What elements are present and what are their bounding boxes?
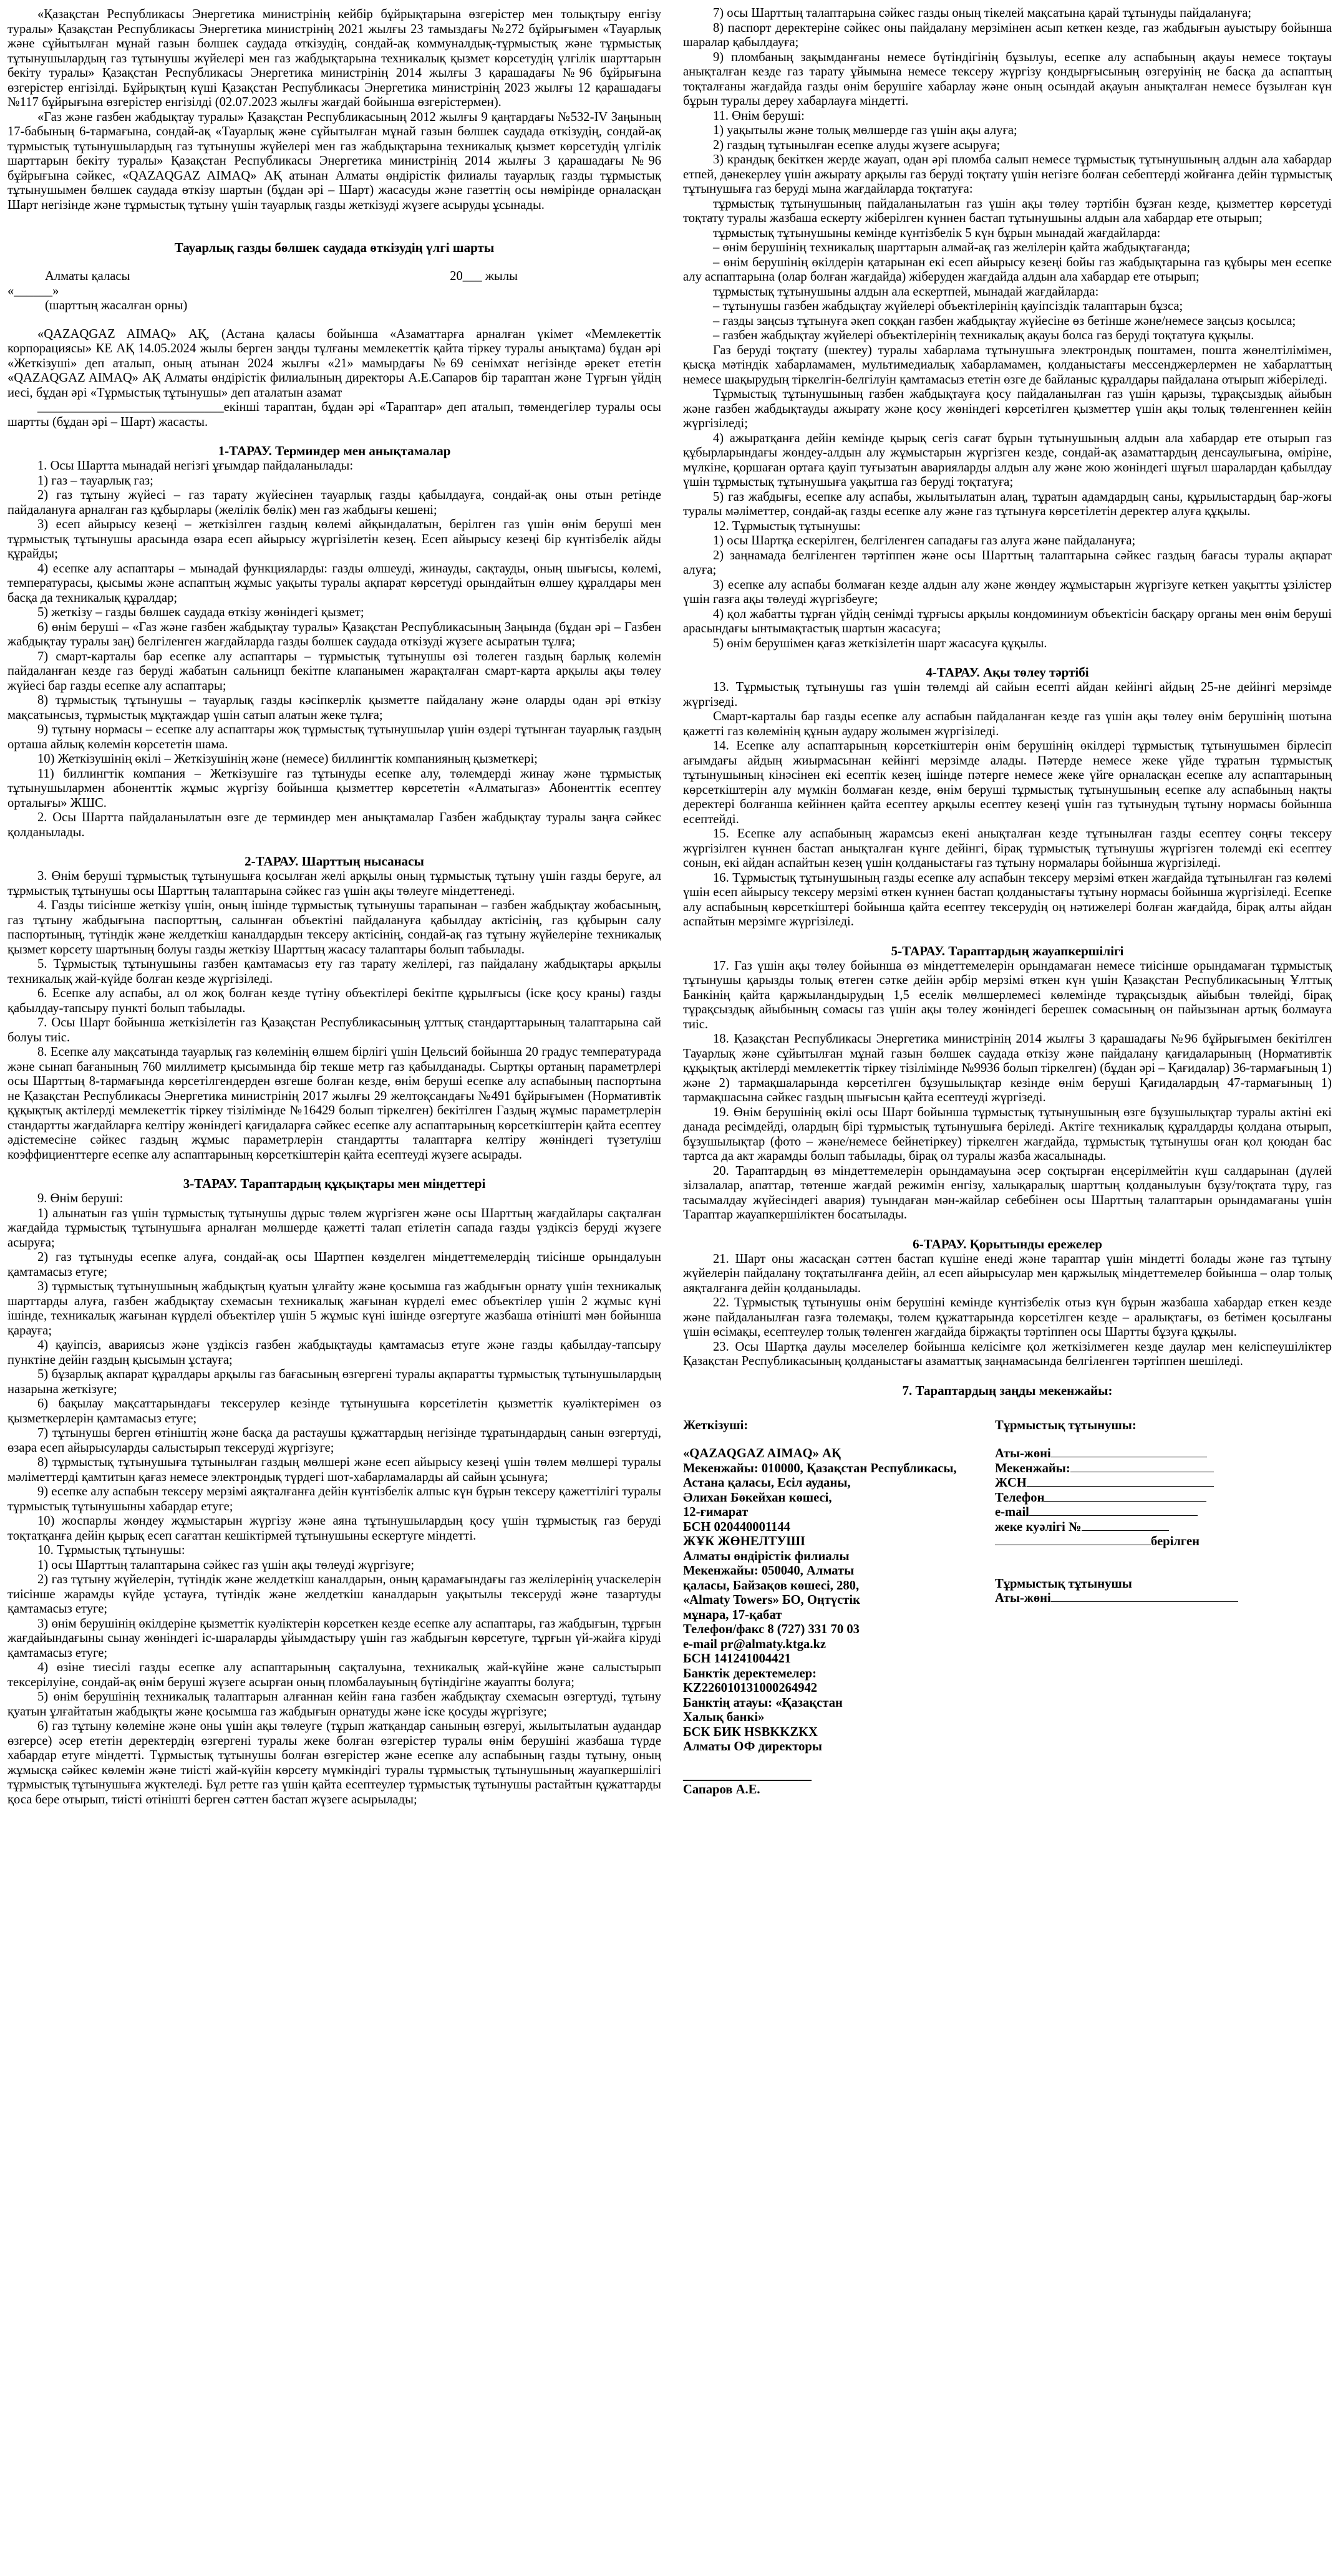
consumer-field-line[interactable] <box>1029 1515 1198 1516</box>
paragraph: 9. Өнім беруші: <box>37 1192 124 1205</box>
consumer-field <box>995 1462 1319 1477</box>
paragraph: – өнім берушінің өкілдерін қатарынан екі есеп айырысу кезеңі бойы газ жабдықтарына газ құбыры мен есепке алу аспаптарына (олар болған жағдайда) жіберуден жағдайда алдын ала хабардар ете отырып; <box>683 255 1332 284</box>
consumer-sign-name: Аты-жөні <box>995 1591 1051 1605</box>
consumer-issued-label: берілген <box>1151 1535 1200 1548</box>
paragraph: 2) заңнамада белгіленген тәртіппен және осы Шарттың талаптарына сәйкес газдың бағасы туралы ақпарат алуға; <box>683 548 1332 577</box>
supplier-line: Телефон/факс 8 (727) 331 70 03 <box>683 1623 860 1636</box>
paragraph: 13. Тұрмыстық тұтынушы газ үшін төлемді ай сайын есепті айдан кейінгі айдың 25-не дейінгі мерзімде жүргізеді. <box>683 680 1332 709</box>
supplier-line: БСН 141241004421 <box>683 1652 792 1666</box>
section-2-body <box>7 869 661 1162</box>
paragraph: тұрмыстық тұтынушының пайдаланылатын газ үшін ақы төлеу тәртібін бұзған кезде, қызметтер көрсетуді тоқтату туралы жазбаша ескерту жіберілген күннен бастап тұтынушыны алдын ала хабардар ете отырып; <box>683 196 1332 225</box>
paragraph: 7) осы Шарттың талаптарына сәйкес газды оның тікелей мақсатына қарай тұтынуды пайдалануға; <box>713 6 1252 20</box>
paragraph: 16. Тұрмыстық тұтынушының газды есепке алу аспабын тексеру мерзімі өткен жағдайда тұтынылған газ көлемі үшін есеп айырысу тексеру мерзімі өткен күннен бастап қолданыстағы тұтыну нормасы бойынша жүргізіледі. Есепке алу аспабының көрсеткіштері бойынша қайта есептеу тексерудің оң нәтижелері болған жағдайда, бірақ алты айдан аспайтын мерзімге жүргізіледі. <box>683 871 1332 929</box>
supplier-details <box>683 1405 1007 1798</box>
consumer-field <box>995 1476 1319 1491</box>
supplier-label: Жеткізуші: <box>683 1418 749 1432</box>
consumer-field-label: ЖСН <box>995 1476 1027 1490</box>
paragraph: 1) газ – тауарлық газ; <box>37 473 153 488</box>
consumer-field <box>995 1505 1319 1520</box>
paragraph: 18. Қазақстан Республикасы Энергетика министрінің 2014 жылғы 3 қарашадағы №96 бұйрығымен бекітілген Тауарлық және сұйытылған мұнай газын бөлшек саудада өткізу және пайдалану қағидаларының (Нормативтік құқықтық актілерді мемлекеттік тіркеу тізілімінде №9936 болып тіркелген) (бұдан әрі – Қағидалар) 36-тармағының 1) және 2) тармақшаларында көрсетілген бұзушылықтар кезінде өнім беруші Қағидалардың 47-тармағының 1) тармақшасына сәйкес газдың шығысын қайта есептеуді жүргізеді. <box>683 1032 1332 1104</box>
section-3-continued <box>683 6 1332 651</box>
supplier-line: Банктің атауы: «Қазақстан <box>683 1696 843 1710</box>
paragraph: 1) осы Шарттың талаптарына сәйкес газ үшін ақы төлеуді жүргізуге; <box>37 1558 415 1572</box>
consumer-field-label: жеке куәлігі № <box>995 1520 1082 1534</box>
paragraph: 2) газ тұтыну жүйесі – газ тарату жүйесінен тауарлық газды қабылдауға, сондай-ақ оны отын ретінде пайдалануға арналған газ құбырлары (желілік бөлік) мен газ жабдығы кешені; <box>7 488 661 517</box>
paragraph: 12. Тұрмыстық тұтынушы: <box>713 519 861 533</box>
paragraph: – газбен жабдықтау жүйелері объектілерінің техникалық ақауы болса газ беруді тоқтатуға құқылы. <box>713 329 1254 342</box>
paragraph: 4) қауіпсіз, авариясыз және үздіксіз газбен жабдықтауды қамтамасыз етуге және газды қабылдау-тапсыру пунктіне дейін газдың қысымын ұстауға; <box>7 1338 661 1367</box>
preamble-2: _____________________________екінші тараптан, бұдан әрі «Тараптар» деп аталып, төмендегілер туралы осы шартты (бұдан әрі – Шарт) жасасты. <box>7 400 661 429</box>
consumer-field-label: Аты-жөні <box>995 1447 1051 1460</box>
supplier-line: «Almaty Towers» БО, Оңтүстік <box>683 1593 860 1607</box>
paragraph: 19. Өнім берушінің өкілі осы Шарт бойынша тұрмыстық тұтынушының өзге бұзушылықтар туралы актіні екі данада ресімдейді, олардың бірі тұрмыстық тұтынушыға беріледі. Актіге техникалық құралдарды қолдана отырып, бұзушылықтар (фото – және/немесе бейнетіркеу) тіркелген жағдайда, тұрмыстық тұтынушы оған қол қоюдан бас тартса да акт жарамды болып табылады, бірақ ол туралы жазба жасалынады. <box>683 1105 1332 1163</box>
consumer-issued-row <box>995 1535 1319 1550</box>
paragraph: 1) алынатын газ үшін тұрмыстық тұтынушы дұрыс төлем жүргізген және осы Шарттың жағдайлары сақталған жағдайда тұрмыстық тұтынушыға арналған мөлшерде қажетті талап етілетін сапада газды үздіксіз беруді жүзеге асыруға; <box>7 1206 661 1250</box>
consumer-field-line[interactable] <box>1027 1486 1214 1487</box>
paragraph: 4) ажыратқанға дейін кемінде қырық сегіз сағат бұрын тұтынушының алдын ала хабардар ете отырып газ құбырларындағы жөндеу-алдын алу жұмыстарын жүргізген кезде, сондай-ақ азаматтардың денсаулығына, өміріне, мүлкіне, қоршаған ортаға қауіп туғызатын аварияларды алдын алу және жою жөніндегі шұғыл шаралардан қабылдау үшін тұрмыстық тұтынушыға уақытша газ беруді тоқтатуға; <box>683 431 1332 489</box>
section-6-title: 6-ТАРАУ. Қорытынды ережелер <box>913 1236 1102 1252</box>
paragraph: 10) Жеткізушінің өкілі – Жеткізушінің және (немесе) биллингтік компанияның қызметкері; <box>37 752 538 766</box>
paragraph: 9) пломбаның зақымданғаны немесе бүтіндігінің бұзылуы, есепке алу аспабының ақауы немесе тоқтауы анықталған кезде газ тарату ұйымына немесе тексеру жүргізу қондырғысының өзгеруінің не басқа да аспаптың тоқталғаны жағдайда газды өнім берушіге хабарлау және оның осындай ақауын анықталған немесе бүзылған күн бұрын туралы дереу хабарлауға міндетті. <box>683 50 1332 108</box>
paragraph: 14. Есепке алу аспаптарының көрсеткіштерін өнім берушінің өкілдері тұрмыстық тұтынушымен бірлесіп ағымдағы айдың жиырмасынан кейінгі мерзімде алады. Пәтерде немесе жеке үйде тұратын тұрмыстық тұтынушының кінәсінен екі есептік кезең ішінде пәтерге немесе жеке үйге орналасқан есепке алу аспаптарының көрсеткіштерін алу мүмкін болмаған кезде, өнім беруші тұрмыстық тұтынушының есепке алу аспабының нақты деректері болғанша кейіннен қайта есептеу арқылы есептеу кезеңі үшін газ тұтынудың тұтыну нормасы бойынша есептейді. <box>683 739 1332 826</box>
paragraph: 2) газдың тұтынылған есепке алуды жүзеге асыруға; <box>713 138 1001 152</box>
paragraph: 9) тұтыну нормасы – есепке алу аспаптары жоқ тұрмыстық тұтынушылар үшін өздері тұтынған тауарлық газдың орташа айлық көлемін көрсететін шама. <box>7 723 661 751</box>
signature-block <box>683 1405 1332 2028</box>
paragraph: – өнім берушінің техникалық шарттарын алмай-ақ газ желілерін қайта жабдықтағанда; <box>713 241 1191 254</box>
paragraph: 3) өнім берушінің өкілдеріне қызметтік куәліктерін көрсеткен кезде есепке алу аспаптары, газ жабдығын, тұрғын жағдайындағыны сынау жөніндегі іс-шараларды ұйымдастыру үшін газ жабдығын көрсетуге, тұрғын үй-жайға кіруді қамтамасыз етуге; <box>7 1616 661 1660</box>
consumer-field-line[interactable] <box>1044 1501 1206 1502</box>
supplier-line: e-mail pr@almaty.ktga.kz <box>683 1637 827 1651</box>
supplier-line: мұнара, 17-қабат <box>683 1608 782 1622</box>
paragraph: 3) есепке алу аспабы болмаған кезде алдын алу және жөндеу жұмыстарын жүргізуге кеткен уақытты ұзілістер үшін газға ақы төлеуді жүргізбеуге; <box>683 577 1332 606</box>
paragraph: 5) газ жабдығы, есепке алу аспабы, жылытылатын алаң, тұратын адамдардың саны, құрылыстардың бар-жоғы туралы мәліметтер, сондай-ақ газды есепке алу және газ тұтынуға көрсетілетін деректер алуға құқылы. <box>683 490 1332 518</box>
paragraph: 8) тұрмыстық тұтынушыға тұтынылған газдың мөлшері және есеп айырысу кезеңі үшін төлем мөлшері туралы мәліметтерді қамтитын қағаз немесе электрондық түрдегі шот-хабарламаларды ай сайын ұсынуға; <box>7 1455 661 1484</box>
paragraph: 7) смарт-карталы бар есепке алу аспаптары – тұрмыстық тұтынушы өзі төлеген газдың барлық көлемін пайдаланған кезде газ беруді жабатын сальницп бекітпе клапанымен жарақталған смарт-карта арқылы ақы төлеу жүйесі бар газды есепке алу аспаптары; <box>7 649 661 693</box>
paragraph: 4) өзіне тиесілі газды есепке алу аспаптарының сақталуына, техникалық жай-күйіне және салыстырып тексерілуіне, сондай-ақ өнім беруші жүзеге асырған оның пломбалауының бүтіндігіне жауапты болуға; <box>7 1661 661 1689</box>
year-label: 20___ жылы <box>450 269 518 283</box>
consumer-field <box>995 1491 1319 1506</box>
paragraph: 4) есепке алу аспаптары – мынадай функцияларды: газды өлшеуді, жинауды, сақтауды, оның шығысы, көлемі, температурасы, қысымы және аспаптың жұмыс уақыты туралы ақпарат көрсетуді орындайтын өлшеу құралдары мен басқа да техникалық құралдар; <box>7 561 661 605</box>
paragraph: 2. Осы Шартта пайдаланылатын өзге де терминдер мен анықтамалар Газбен жабдықтау туралы заңға сәйкес қолданылады. <box>7 811 661 839</box>
consumer-field-label: Телефон <box>995 1490 1045 1505</box>
date-hint: (шарттың жасалған орны) <box>45 299 188 312</box>
paragraph: 3) крандық бекіткен жерде жауап, одан әрі пломба салып немесе тұрмыстық тұтынушының алдын ала хабардар етпей, дәнекерлеу үшін ажырату арқылы газ беруді тоқтату үшін негізге болған себептерді жойғанға дейін тұрмыстық тұтынушыға газ беруді мына жағдайларда тоқтатуға: <box>683 153 1332 196</box>
intro-paragraph-1: «Қазақстан Республикасы Энергетика министрінің кейбір бұйрықтарына өзгерістер мен толықтыру енгізу туралы» Қазақстан Республикасы Энергетика министрінің 2021 жылғы 23 тамыздағы №272 бұйрығымен «Тауарлық және сұйытылған мұнай газын бөлшек саудада өткізудің, сондай-ақ коммуналдық-тұрмыстық және тұрмыстық тұтынушылардың газ тұтынушы жүйелері мен газ жабдықтарына техникалық қызмет көрсетудің үлгілік шарттарын бекіту туралы» Қазақстан Республикасы Энергетика министрінің 2014 жылғы 3 қарашадағы №96 бұйрығына өзгерістер енгізілді. Бұйрықтың күші Қазақстан Республикасы Энергетика министрінің 2023 жылғы 12 қарашадағы №117 бұйрығына өзгерістер енгізілді (02.07.2023 жылғы жағдай бойынша өзгерістермен). <box>7 7 661 109</box>
paragraph: 11. Өнім беруші: <box>713 109 805 123</box>
supplier-signature-name: Сапаров А.Е. <box>683 1783 760 1797</box>
consumer-label: Тұрмыстық тұтынушы: <box>995 1418 1137 1432</box>
supplier-line: Банктік деректемелер: <box>683 1666 817 1681</box>
city-year-row <box>7 269 661 284</box>
paragraph: 9) есепке алу аспабын тексеру мерзімі аяқталғанға дейін күнтізбелік алпыс күн бұрын тексеру қажеттілігі туралы тұрмыстық тұтынушыны хабардар етуге; <box>7 1485 661 1513</box>
supplier-line: ЖҰК ЖӨНЕЛТУШІ <box>683 1535 806 1548</box>
supplier-signature-line: ____________________ <box>683 1768 812 1782</box>
paragraph: 5) бұзарлық акпарат құралдары арқылы газ бағасының өзгергені туралы ақпаратты тұрмыстық тұтынушылардың назарына жеткізуге; <box>7 1368 661 1396</box>
paragraph: 17. Газ үшін ақы төлеу бойынша өз міндеттемелерін орындамаған немесе тиісінше орындамаған тұрмыстық тұтынушы қарызды толық өтеген сәтке дейін әрбір мерзімі өткен күн үшін Қазақстан Республикасының Ұлттық Банкінің қайта қаржыландырудың 1,5 еселік мөлшерлемесі көлемінде тұрақсыздық айыбын төлейді, бірақ тұрақсыздық айыбының сомасы газ үшін ақы төлеу жөніндегі берешек сомасының он пайызынан артық болмауға тиіс. <box>683 958 1332 1031</box>
section-5-body <box>683 959 1332 1223</box>
paragraph: – газды заңсыз тұтынуға әкеп соққан газбен жабдықтау жүйесіне өз бетінше және/немесе заңсыз қосылса; <box>713 314 1296 328</box>
paragraph: 21. Шарт оны жасасқан сәттен бастап күшіне енеді және тараптар үшін міндетті болады және газ тұтыну жүйелерін пайдалану тоқтатылғанға дейін, ал есеп айырысулар мен қаржылық міндеттемелер бойынша – олар толық аяқталғанға дейін қолданылады. <box>683 1252 1332 1295</box>
supplier-line: Алматы ОФ директоры <box>683 1740 822 1754</box>
paragraph: 1) осы Шартқа ескерілген, белгіленген сападағы газ алуға және пайдалануға; <box>713 534 1136 548</box>
section-2-title: 2-ТАРАУ. Шарттың нысанасы <box>245 854 424 869</box>
supplier-line: қаласы, Байзақов көшесі, 280, <box>683 1578 860 1593</box>
supplier-line: Халық банкі» <box>683 1710 765 1724</box>
supplier-lines <box>683 1447 1007 1755</box>
paragraph: 2) газ тұтыну жүйелерін, түтіндік және желдеткіш каналдарын, оның қарамағындағы газ желілерінің учаскелерін тиісінше жарамды күйде ұстауға, түтіндік және желдеткіш каналдарын уақытылы тексеруді және тазартуды қамтамасыз етуге; <box>7 1573 661 1616</box>
paragraph: Смарт-карталы бар газды есепке алу аспабын пайдаланған кезде газ үшін ақы төлеу өнім берушінің шотына қажетті газ көлемінің құнын аудару жолымен жүргізіледі. <box>683 710 1332 738</box>
paragraph: Газ беруді тоқтату (шектеу) туралы хабарлама тұтынушыға электрондық поштамен, пошта жөнелтілімімен, қысқа мәтіндік хабарламамен, мультимедиалық хабарламамен, қолданыстағы мессенджерлермен не хабарлаттың немесе шақырудың тіркелгін-белгілуін қамтамасыз ететін өзге де байланыс құралдары пайдалана отырып жіберіледі. <box>683 343 1332 387</box>
paragraph: Тұрмыстық тұтынушының газбен жабдықтауға қосу пайдаланылған газ үшін қарызы, тұрақсыздық айыбын және газбен жабдықтауды ажырату және қосу жөніндегі көрсетілген қызметтер үшін ақы толық төленгеннен кейін жүргізіледі; <box>683 387 1332 430</box>
consumer-field-label: e-mail <box>995 1505 1029 1519</box>
consumer-sign-label: Тұрмыстық тұтынушы <box>995 1576 1132 1591</box>
consumer-sign-name-row <box>995 1591 1319 1606</box>
paragraph: 1. Осы Шартта мынадай негізгі ұғымдар пайдаланылады: <box>37 459 354 473</box>
paragraph: – тұтынушы газбен жабдықтау жүйелері объектілерінің қауіпсіздік талаптарын бұзса; <box>713 299 1183 313</box>
paragraph: 22. Тұрмыстық тұтынушы өнім берушіні кемінде күнтізбелік отыз күн бұрын жазбаша хабардар еткен кезде және пайдаланылған газға төлемақы, төлем құжаттарында көрсетілген кезде – аралықтағы, өз бетімен қосылғаны үшін өсімақы, есептеулер толық төленген жағдайда біржақты тәртіппен осы Шартты бұзуға құқылы. <box>683 1296 1332 1339</box>
paragraph: 7. Осы Шарт бойынша жеткізілетін газ Қазақстан Республикасының ұлттық стандарттарының талаптарына сай болуы тиіс. <box>7 1016 661 1044</box>
paragraph: 20. Тараптардың өз міндеттемелерін орындамауына әсер соқтырған еңсерілмейтін күш салдарынан (дүлей зілзалалар, апаттар, төтенше жағдай режимін енгізу, халықаралық шарттың қолданылуын бұзу/тоқтата тұру, газ тасымалдау жүйесіндегі авария) туындаған мән-жайлар себебінен осы Шарттың талаптарын орындамағаны үшін Тараптар жауапкершіліктен босатылады. <box>683 1164 1332 1222</box>
section-1-title: 1-ТАРАУ. Терминдер мен анықтамалар <box>218 443 451 458</box>
paragraph: 10) жоспарлы жөндеу жұмыстарын жүргізу және аяна тұтынушылардың қосу үшін тұрмыстық газ беруді тоқтатқанға дейін қырық есеп сағаттан кешіктірмей тұтынушыны ескертуге міндетті. <box>7 1514 661 1543</box>
supplier-line: Алматы өндірістік филиалы <box>683 1549 850 1563</box>
section-3-title: 3-ТАРАУ. Тараптардың құқықтары мен міндеттері <box>183 1176 486 1191</box>
paragraph: 8) паспорт деректеріне сәйкес оны пайдалану мерзімінен асып кеткен кезде, газ жабдығын ауыстыру бойынша шаралар қабылдауға; <box>683 21 1332 49</box>
section-3-body <box>7 1192 661 1807</box>
paragraph: 1) уақытылы және толық мөлшерде газ үшін ақы алуға; <box>713 123 1017 137</box>
paragraph: 5) жеткізу – газды бөлшек саудада өткізу жөніндегі қызмет; <box>37 605 364 619</box>
section-7-title: 7. Тараптардың заңды мекенжайы: <box>902 1382 1113 1398</box>
paragraph: тұрмыстық тұтынушыны алдын ала ескертпей, мынадай жағдайларда: <box>713 284 1099 299</box>
paragraph: 4) қол жабатты тұрған үйдің сенімді тұрғысы арқылы кондоминиум объектісін басқару органы мен өнім беруші арасындағы ынтымақтастық шартын жасасуға; <box>683 607 1332 635</box>
supplier-line: «QAZAQGAZ AIMAQ» АҚ <box>683 1447 841 1460</box>
section-4-title: 4-ТАРАУ. Ақы төлеу тәртібі <box>926 665 1089 680</box>
paragraph: 8) тұрмыстық тұтынушы – тауарлық газды кәсіпкерлік қызметте пайдалану және оларды одан әрі өткізу мақсатынсыз, тұрмыстық мұқтаждар үшін сатып алатын жеке тұлға; <box>7 693 661 722</box>
preamble: «QAZAQGAZ AIMAQ» АҚ, (Астана қаласы бойынша «Азаматтарға арналған үкімет «Мемлекеттік корпорациясы» КЕ АҚ 14.05.2024 жылы берген заңды тұлғаны мемлекеттік қайта тіркеу туралы анықтама) бұдан әрі «Жеткізуші» деп аталып, оның атынан 2024 жылғы «21» мамырдағы №69 сенімхат негізінде әрекет ететін «QAZAQGAZ AIMAQ» АҚ Алматы өндірістік филиалының директоры А.Е.Сапаров бір тараптан және Түрғын үйдің иесі, бұдан әрі «Тұрмыстық тұтынушы» деп аталатын азамат <box>7 327 661 400</box>
intro-paragraph-2: «Газ және газбен жабдықтау туралы» Қазақстан Республикасының 2012 жылғы 9 қаңтардағы №532-IV Заңының 17-бабының 6-тармағына, сондай-ақ «Тауарлық және сұйытылған мұнай газын бөлшек саудада өткізудің, сондай-ақ тұрмыстық тұтынушылардың газ тұтынушы жүйелері мен газ жабдықтарына техникалық қызмет көрсетудің үлгілік шарттарын бекіту туралы» Қазақстан Республикасы Энергетика министрінің 2014 жылғы 3 қарашадағы №96 бұйрығына сәйкес, «QAZAQGAZ AIMAQ» АҚ атынан Алматы өндірістік филиалы тауарлық газды тұрмыстық тұтынушымен бөлшек саудада өткізу шартын (бұдан әрі – Шарт) жасасуды және газеттің осы нөмірінде орналасқан Шарт негізінде және тұрмыстық тұтыну үшін тауарлық газды жеткізуді жүзеге асыруды ұсынады. <box>7 110 661 212</box>
supplier-line: Мекенжайы: 010000, Қазақстан Республикасы, <box>683 1461 957 1475</box>
left-column <box>0 0 667 1807</box>
paragraph: 5. Тұрмыстық тұтынушыны газбен қамтамасыз ету газ тарату желілері, газ пайдалану жабдықтары арқылы техникалық жай-күйде болған кезде жүргізіледі. <box>7 957 661 986</box>
section-1-body <box>7 459 661 840</box>
supplier-line: Астана қаласы, Есіл ауданы, <box>683 1476 851 1490</box>
paragraph: 5) өнім берушімен қағаз жеткізілетін шарт жасасуға құқылы. <box>713 636 1047 650</box>
supplier-line: Мекенжайы: 050040, Алматы <box>683 1564 855 1578</box>
paragraph: 3) тұрмыстық тұтынушының жабдықтың қуатын ұлғайту және қосымша газ жабдығын орнату үшін техникалық шарттарды алуға, газбен жабдықтау схемасын техникалық жағынан күрделі емес объектілер үшін 2 жұмыс күні ішінде, техникалық жағынан күрделі объектілер үшін 5 жұмыс күні ішінде өзгертуге жазбаша өтінішті мән бойынша қарауға; <box>7 1280 661 1338</box>
paragraph: 5) өнім берушінің техникалық талаптарын алғаннан кейін ғана газбен жабдықтау схемасын өзгертуді, тұтыну қуатын ұлғайтатын жабдықты және қосымша газ жабдығын орнатуды және іске қосуды жүргізуге; <box>7 1690 661 1719</box>
consumer-field-line[interactable] <box>1082 1530 1169 1531</box>
section-5-title: 5-ТАРАУ. Тараптардың жауапкершілігі <box>891 943 1124 958</box>
supplier-line: Әлихан Бөкейхан көшесі, <box>683 1490 832 1505</box>
consumer-fields <box>995 1447 1319 1550</box>
paragraph: 3) есеп айырысу кезеңі – жеткізілген газдың көлемі айқындалатын, берілген газ үшін өнім беруші мен тұрмыстық тұтынушы арасында өзара есеп айырысу жүргізілетін кезең. Есеп айырысу кезеңі бір күнтізбелік айды құрайды; <box>7 518 661 561</box>
contract-title: Тауарлық газды бөлшек саудада өткізудің үлгі шарты <box>174 240 495 255</box>
paragraph: 6. Есепке алу аспабы, ал ол жоқ болған кезде түтіну объектілері бекітпе құрылғысы (іске қосу краны) газды қабылдау-тапсыру пункті болып табылады. <box>7 987 661 1015</box>
paragraph: 8. Есепке алу мақсатында тауарлық газ көлемінің өлшем бірлігі үшін Цельсий бойынша 20 градус температурада және сынап бағанының 760 миллиметр қысымында бір текше метр газ қабылданады. Сыртқы ортаның параметрлері осы Шарттың 8-тармағында көрсетілгендерден өзгеше болған кезде, өнім беруші есепке алу аспабының паспортына не Қазақстан Республикасы Энергетика министрінің 2017 жылғы 29 желтоқсандағы №491 бұйрығымен (Нормативтік құқықтық актілерді мемлекеттік тіркеу тізілімінде №16429 болып тіркелген) бекітілген Газдың жұмыс параметрлерін стандартты жағдайларға келтіру жөніндегі қағидаларға сәйкес есепке алу аспаптарының көрсеткіштерін қайта есептеу әдістемесіне сәйкес газдың жұмыс параметрлерін стандартты талаптарға келтіру жөніндегі түзетуліш коэффициенттерге есепке алу аспаптарының көрсеткіштерін қайта есептеуді жүзеге асырады. <box>7 1045 661 1162</box>
section-4-body <box>683 680 1332 930</box>
paragraph: 11) биллингтік компания – Жеткізушіге газ тұтынуды есепке алу, төлемдерді жинау және тұрмыстық тұтынушылармен абоненттік жұмыс жүргізу бойынша қызметтер көрсететін «Алматыгаз» Абоненттік есептеу орталығы» ЖШС. <box>7 766 661 810</box>
consumer-field-label: Мекенжайы: <box>995 1461 1070 1475</box>
supplier-line: KZ226010131000264942 <box>683 1681 818 1695</box>
supplier-line: БСН 020440001144 <box>683 1520 790 1534</box>
paragraph: 3. Өнім беруші тұрмыстық тұтынушыға қосылған желі арқылы оның тұрмыстық тұтыну үшін газды беруге, ал тұрмыстық тұтынушы осы Шарттың талаптарына сәйкес газ үшін ақы төлеуге міндеттенеді. <box>7 869 661 898</box>
city-label: Алматы қаласы <box>45 269 130 283</box>
paragraph: 7) тұтынушы берген өтініштің және басқа да растаушы құжаттардың негізінде тұратындардың санын өзгертуді, өзара есеп айырысуларды салыстырып тексеруді жүргізуге; <box>7 1426 661 1455</box>
supplier-line: 12-ғимарат <box>683 1505 749 1519</box>
right-column <box>677 0 1332 2028</box>
paragraph: 4. Газды тиісінше жеткізу үшін, оның ішінде тұрмыстық тұтынушы тарапынан – газбен жабдықтау жобасының, газ тұтыну жабдығына паспорттың, салынған объектіні пайдалануға қабылдау актісінің, газ құбырын салу паспортының, түтіндік және желдеткіш каналдардын тексеру актісінің, сондай-ақ газ тұтыну жүйелеріне техникалық қызмет көрсету шартының болуы газды жеткізу Шарттың жасасу талаптары болып табылады. <box>7 899 661 957</box>
consumer-sign-line <box>1051 1601 1238 1602</box>
section-6-body <box>683 1252 1332 1369</box>
paragraph: 10. Тұрмыстық тұтынушы: <box>37 1543 185 1557</box>
consumer-field <box>995 1520 1319 1535</box>
paragraph: 6) газ тұтыну көлеміне және оны үшін ақы төлеуге (тұрып жатқандар санының өзгеруі, жылытылатын аудандар өзгерсе) әсер ететін деректердің өзгергені туралы жеке болған өзгерістер туралы өнім берушіні жазбаша түрде хабардар етуге міндетті. Тұрмыстық тұтынушы болған өзгерістер және есепке алу аспабының газды тұтыну, оның жұмысқа сәйкес көлемін және тиісті жай-күйін көрсету мүмкіндігі туралы тұрмыстық тұтынушының жауапкершілігі тұрмыстық тұтынушыға жүктеледі. Бұл ретте газ үшін қайта есептеулер тұрмыстық тұтынушы растайтын құжаттарды қоса бере отырып, тиісті өтінішті берген сәттен бастап жүзеге асырылады; <box>7 1719 661 1807</box>
paragraph: 15. Есепке алу аспабының жарамсыз екені анықталған кезде тұтынылған газды есептеу соңғы тексеру жүргізілген күннен бастап анықталған күнге дейінгі, бірақ тұрмыстық тұтынушы жүргізген төлемді екі есептеу сонын, екі айдан аспайтын кезең үшін қолданыстағы газ тұтыну нормалары бойынша жүргізіледі. <box>683 827 1332 870</box>
paragraph: 6) бақылау мақсаттарындағы тексерулер кезінде тұтынушыға көрсетілетін қызметтік куәліктерімен өз қызметкерлерін қамтамасыз етуге; <box>7 1397 661 1425</box>
consumer-field <box>995 1447 1319 1462</box>
supplier-line: БСК БИК HSBKKZKX <box>683 1725 818 1739</box>
paragraph: тұрмыстық тұтынушыны кемінде күнтізбелік 5 күн бұрын мынадай жағдайларда: <box>713 226 1161 240</box>
paragraph: 2) газ тұтынуды есепке алуға, сондай-ақ осы Шартпен көзделген міндеттемелердің тиісінше орындалуын қамтамасыз етуге; <box>7 1250 661 1279</box>
consumer-details <box>995 1405 1319 1606</box>
paragraph: 23. Осы Шартқа даулы мәселелер бойынша келісімге қол жеткізілмеген кезде даулар мен келіспеушіліктер Қазақстан Республикасының қолданыстағы азаматтық заңнамасында белгіленген тәртіппен шешіледі. <box>683 1339 1332 1368</box>
paragraph: 6) өнім беруші – «Газ және газбен жабдықтау туралы» Қазақстан Республикасының Заңында (бұдан әрі – Газбен жабдықтау туралы заң) белгіленген жағдайларда газды бөлшек саудада өткізуді жүзеге асыратын тұлға; <box>7 620 661 649</box>
date-line: «______» <box>7 284 59 298</box>
